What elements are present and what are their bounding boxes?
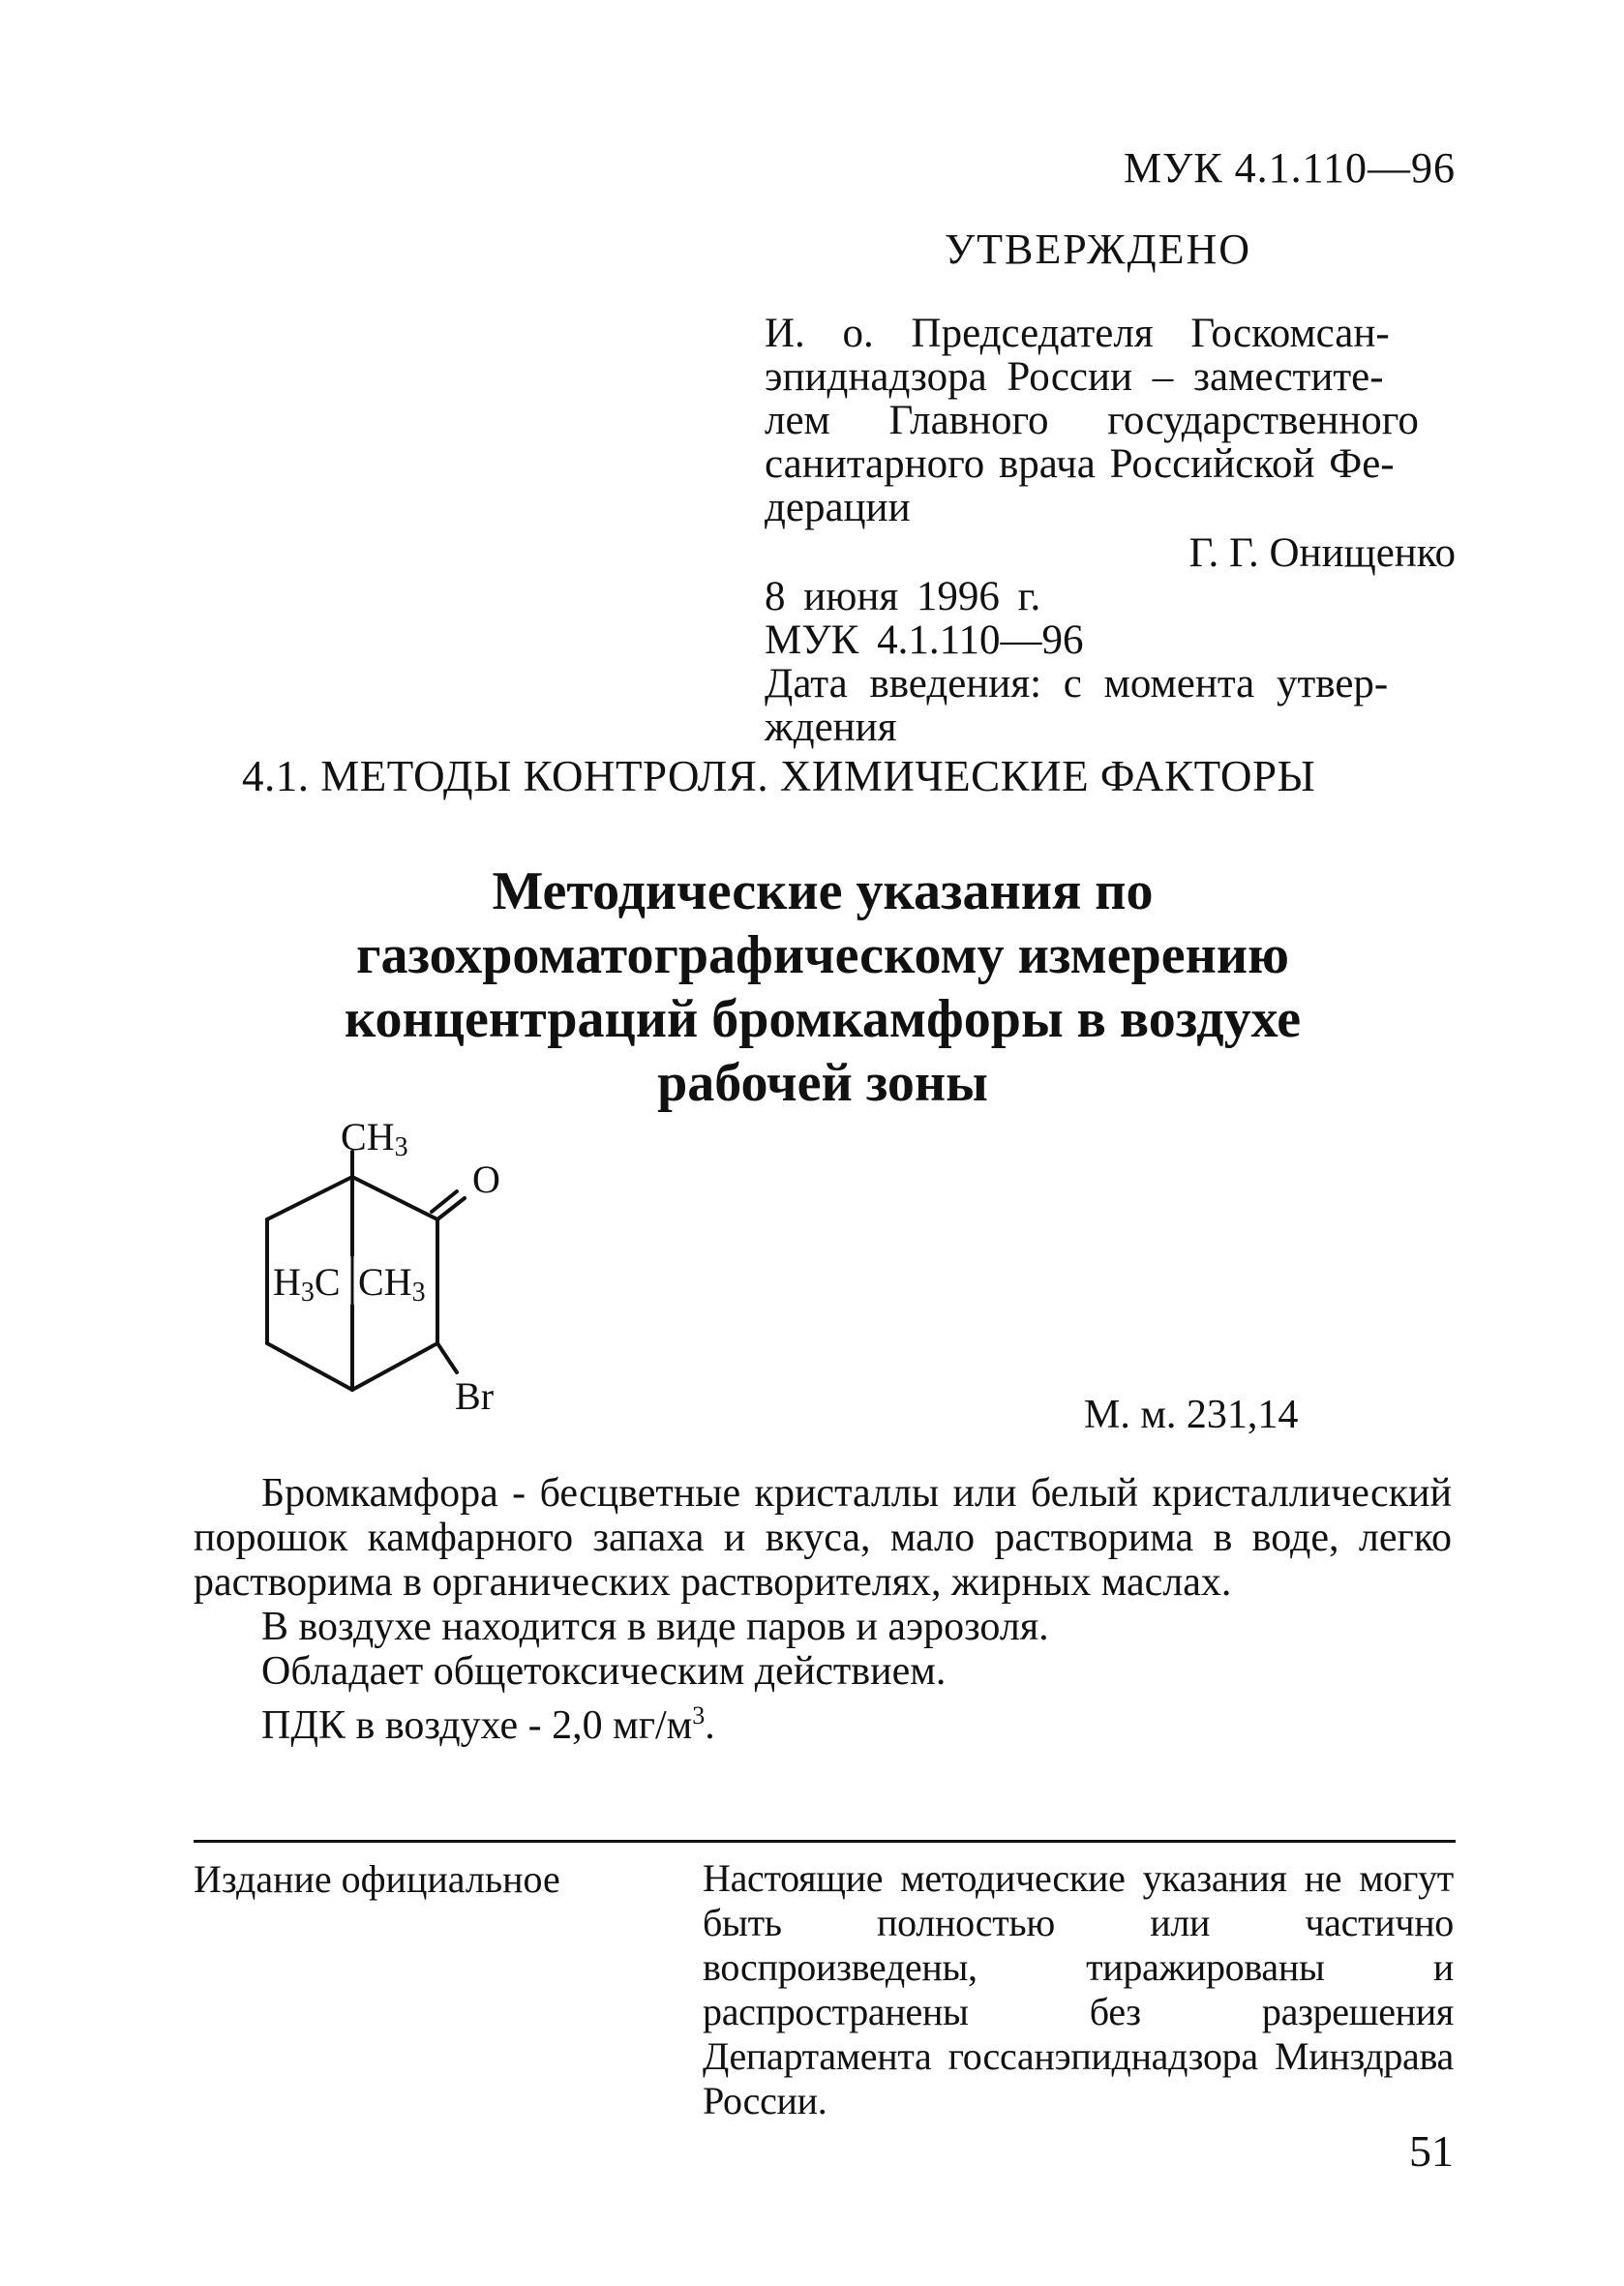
bromine-bond: [437, 1343, 457, 1372]
title-line: рабочей зоны: [657, 1053, 988, 1113]
pdk-text: ПДК в воздухе - 2,0 мг/м: [261, 1703, 693, 1748]
substance-description: [194, 1471, 1452, 1748]
approval-line: дерации: [765, 485, 911, 530]
page-number: 51: [1409, 2126, 1454, 2176]
molecular-mass: М. м. 231,14: [1084, 1393, 1299, 1437]
document-title: [194, 859, 1452, 1115]
approval-line: эпиднадзора России – заместите-: [765, 354, 1384, 400]
bromocamphor-structural-formula: [232, 1119, 600, 1409]
description-paragraph: Бромкамфора - бесцветные кристаллы или белый кристаллический порошок камфарного запаха и вкуса, мало растворима в воде, легко растворима в органических растворителях, жирных маслах.: [194, 1471, 1452, 1605]
h3c-label: H3C: [273, 1260, 341, 1308]
description-air-line: В воздухе находится в виде паров и аэрозоля.: [261, 1605, 1049, 1649]
intro-date-line: Дата введения: с момента утвер-: [765, 661, 1389, 707]
footer-divider: [194, 1840, 1456, 1843]
pdk-suffix: .: [705, 1703, 715, 1748]
pdk-line: [194, 1694, 1452, 1748]
description-effect-line: Обладает общетоксическим действием.: [261, 1649, 947, 1694]
section-title: 4.1. МЕТОДЫ КОНТРОЛЯ. ХИМИЧЕСКИЕ ФАКТОРЫ: [242, 752, 1316, 800]
approval-code: МУК 4.1.110—96: [765, 617, 1084, 663]
intro-date-line: ждения: [765, 705, 897, 750]
bromine-label: Br: [455, 1374, 495, 1409]
title-line: Методические указания по: [492, 861, 1154, 921]
copyright-notice: Настоящие методические указания не могут быть полностью или частично воспроизведены, тиражированы и распространены без разрешения Департамента госсанэпиднадзора Минздрава России.: [703, 1856, 1454, 2122]
title-line: концентраций бромкамфоры в воздухе: [344, 989, 1302, 1049]
approval-line: санитарного врача Российской Фе-: [765, 441, 1395, 487]
oxygen-label: O: [472, 1158, 500, 1201]
ch3-bridge-label: CH3: [358, 1260, 426, 1308]
official-edition-label: Издание официальное: [194, 1857, 560, 1901]
signer-name: Г. Г. Онищенко: [1188, 530, 1456, 576]
pdk-superscript: 3: [692, 1701, 706, 1730]
ch3-top-label: CH3: [341, 1119, 408, 1162]
title-line: газохроматографическому измерению: [356, 925, 1289, 985]
approval-date: 8 июня 1996 г.: [765, 574, 1041, 619]
document-code-header: МУК 4.1.110—96: [1124, 144, 1456, 192]
approval-line: лем Главного государственного: [765, 398, 1419, 443]
approved-label: УТВЕРЖДЕНО: [945, 226, 1252, 273]
approval-block: [765, 312, 1456, 749]
approval-line: И. о. Председателя Госкомсан-: [765, 311, 1390, 356]
